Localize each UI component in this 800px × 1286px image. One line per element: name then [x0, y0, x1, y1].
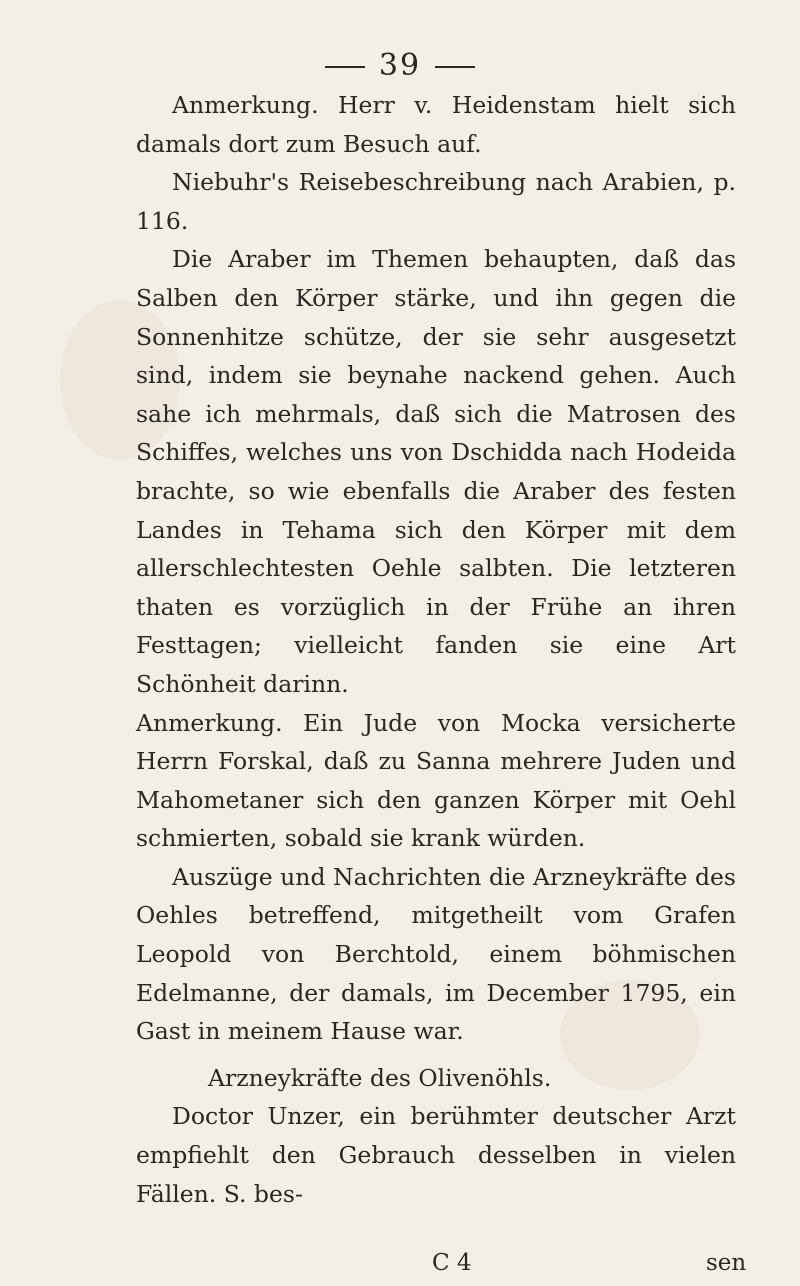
dash-left — [325, 66, 365, 68]
paragraph-arabs: Die Araber im Themen behaupten, daß das Salben den Körper stärke, und ihn gegen die Sonnenhitze schütze, der sie sehr ausgesetzt sind, indem sie beynahe nackend gehen. Auch sahe ich mehrmals, daß sich die Matrosen des Schiffes, welches uns von Dschidda nach Hodeida brachte, so wie ebenfalls die Araber des festen Landes in Tehama sich den Körper mit dem allerschlechtesten Oehle salbten. Die letzteren thaten es vorzüglich in der Frühe an ihren Festtagen; vielleicht fanden sie eine Art Schönheit darinn. — [136, 245, 736, 698]
dash-right — [435, 66, 475, 68]
paragraph-note-2: Anmerkung. Ein Jude von Mocka versicherte Herrn Forskal, daß zu Sanna mehrere Juden und Mahometaner sich den ganzen Körper mit Oehl schmierten, sobald sie krank würden. — [136, 708, 736, 853]
signature-mark: C 4 — [432, 1250, 472, 1276]
paragraph-source: Niebuhr's Reisebeschreibung nach Arabien, p. 116. — [136, 168, 736, 235]
paragraph-note-1: Anmerkung. Herr v. Heidenstam hielt sich damals dort zum Besuch auf. — [136, 91, 736, 158]
section-heading: Arzneykräfte des Olivenöhls. — [208, 1063, 552, 1092]
page-number: 39 — [0, 48, 800, 83]
paragraph-excerpts: Auszüge und Nachrichten die Arzneykräfte des Oehles betreffend, mitgetheilt vom Grafen Leopold von Berchtold, einem böhmischen Edelmanne, der damals, im December 1795, ein Gast in meinem Hause war. — [136, 862, 736, 1046]
paragraph-unzer: Doctor Unzer, ein berühmter deutscher Arzt empfiehlt den Gebrauch desselben in vielen Fällen. S. bes- — [136, 1102, 736, 1208]
body-text — [136, 86, 736, 1213]
catchword: sen — [706, 1250, 747, 1276]
